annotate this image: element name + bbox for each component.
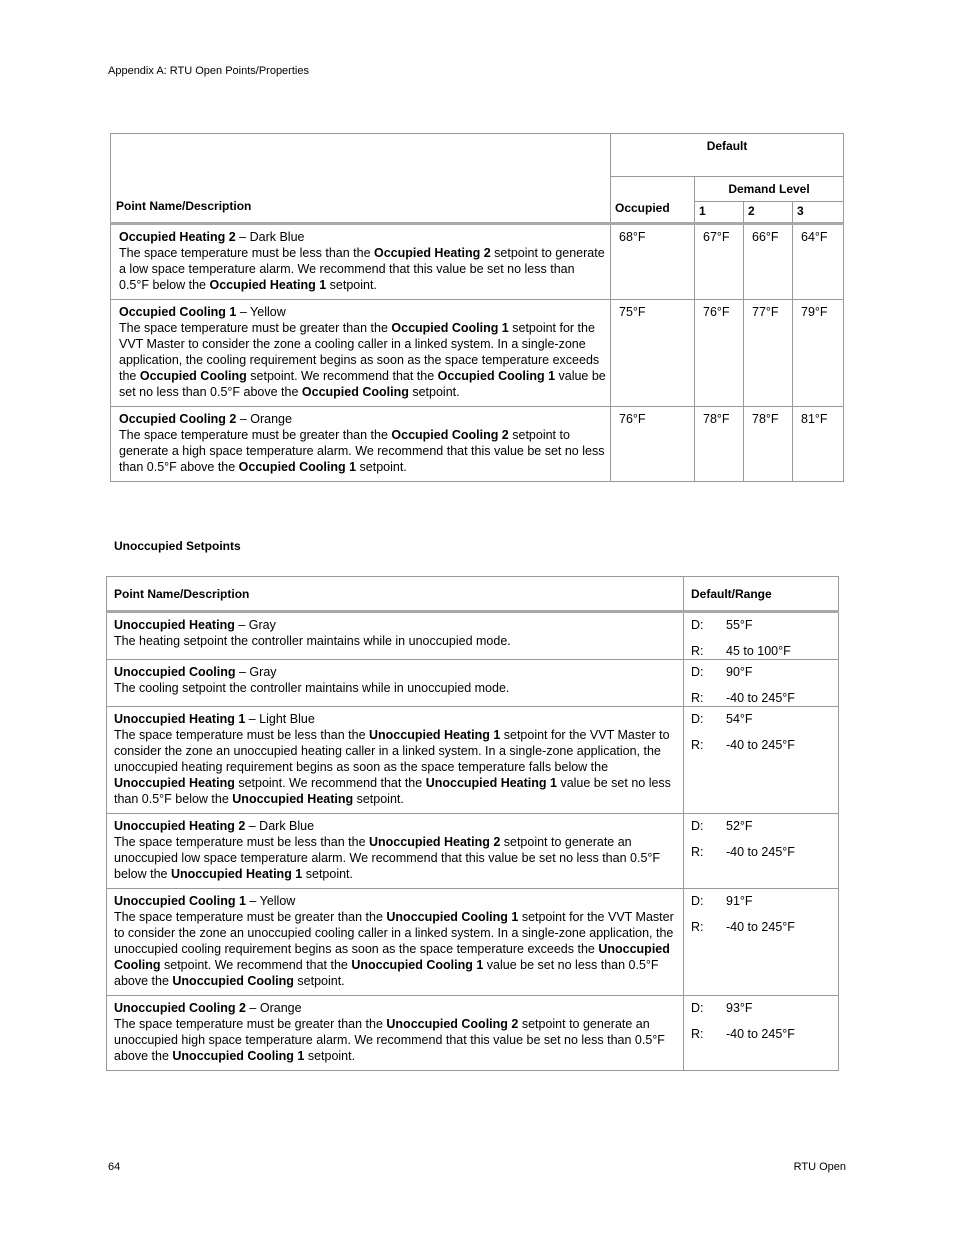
desc-bold: Unoccupied Heating 2 <box>369 835 501 849</box>
default-value: 91°F <box>726 894 753 908</box>
desc-text: setpoint. <box>302 867 353 881</box>
range-value: -40 to 245°F <box>726 738 795 752</box>
range-label: R: <box>691 644 704 658</box>
unoccupied-setpoints-table <box>106 576 839 1071</box>
default-value: 90°F <box>726 665 753 679</box>
point-name: Unoccupied Cooling <box>114 665 236 679</box>
point-description <box>107 814 684 889</box>
range-value: -40 to 245°F <box>726 691 795 705</box>
desc-text: The space temperature must be greater than the <box>119 321 392 335</box>
point-color: – Gray <box>234 618 276 632</box>
default-range-cell <box>684 889 839 996</box>
point-name: Unoccupied Heating 2 <box>114 819 246 833</box>
col-header-demand-level: Demand Level <box>695 177 844 202</box>
range-value: -40 to 245°F <box>726 920 795 934</box>
desc-text: setpoint for the VVT Master to consider the zone an unoccupied heating caller in a linked system. In a single-zone application, the unoccupied heating requirement begins as soon as the space temperature falls below the <box>114 728 670 774</box>
table-row <box>107 996 839 1071</box>
desc-text: setpoint. <box>304 1049 356 1063</box>
point-name: Unoccupied Cooling 2 <box>114 1001 246 1015</box>
range-label: R: <box>691 1027 704 1041</box>
default-label: D: <box>691 712 704 726</box>
desc-bold: Occupied Cooling <box>139 369 247 383</box>
table-row <box>107 889 839 996</box>
desc-text: The space temperature must be greater than the <box>119 428 392 442</box>
desc-bold: Unoccupied Heating 1 <box>425 776 557 790</box>
desc-text: The heating setpoint the controller maintains while in unoccupied mode. <box>114 634 511 648</box>
point-color: – Yellow <box>245 894 296 908</box>
desc-text: setpoint. We recommend that the <box>234 776 426 790</box>
level-1-value: 78°F <box>695 407 744 482</box>
desc-text: setpoint. <box>353 792 404 806</box>
desc-text: value be set no less than 0.5°F above the <box>114 958 659 988</box>
point-color: – Yellow <box>236 305 286 319</box>
desc-bold: Unoccupied Cooling 1 <box>386 910 519 924</box>
table-row <box>111 300 844 407</box>
default-label: D: <box>691 819 704 833</box>
desc-text: The space temperature must be greater than the <box>114 1017 387 1031</box>
col-header-level-3: 3 <box>793 202 844 224</box>
col-header-description: Point Name/Description <box>107 577 684 612</box>
occupied-setpoints-table <box>110 133 844 482</box>
point-description <box>107 889 684 996</box>
point-description <box>111 300 611 407</box>
desc-text: setpoint for the VVT Master to consider the zone a cooling caller in a linked system. In a single-zone application, the cooling requirement begins as soon as the space temperature exceeds the <box>119 321 600 383</box>
default-value: 54°F <box>726 712 753 726</box>
footer-title: RTU Open <box>793 1161 846 1173</box>
default-range-cell <box>684 707 839 814</box>
default-value: 93°F <box>726 1001 753 1015</box>
table-row <box>107 660 839 707</box>
page-number: 64 <box>108 1161 121 1173</box>
range-label: R: <box>691 920 704 934</box>
point-name: Occupied Cooling 2 <box>119 412 237 426</box>
desc-text: The space temperature must be less than the <box>114 728 369 742</box>
desc-bold: Unoccupied Heating 1 <box>369 728 501 742</box>
desc-text: setpoint. <box>356 460 407 474</box>
level-3-value: 64°F <box>793 224 844 300</box>
point-description <box>107 996 684 1071</box>
range-label: R: <box>691 845 704 859</box>
desc-text: setpoint. <box>326 278 377 292</box>
default-value: 52°F <box>726 819 753 833</box>
col-header-occupied: Occupied <box>611 177 695 224</box>
range-value: -40 to 245°F <box>726 845 795 859</box>
point-name: Unoccupied Heating 1 <box>114 712 246 726</box>
default-label: D: <box>691 665 704 679</box>
default-range-cell <box>684 612 839 660</box>
col-header-level-1: 1 <box>695 202 744 224</box>
level-3-value: 81°F <box>793 407 844 482</box>
point-name: Occupied Cooling 1 <box>119 305 237 319</box>
desc-text: setpoint. <box>293 974 345 988</box>
col-header-description: Point Name/Description <box>111 134 611 224</box>
desc-bold: Unoccupied Cooling 2 <box>386 1017 519 1031</box>
desc-text: setpoint to generate an unoccupied low space temperature alarm. We recommend that this value be set no less than 0.5°F below the <box>114 835 661 881</box>
table-row <box>107 814 839 889</box>
level-3-value: 79°F <box>793 300 844 407</box>
occupied-value: 76°F <box>611 407 695 482</box>
point-color: – Orange <box>236 412 292 426</box>
desc-text: setpoint. <box>408 385 460 399</box>
range-label: R: <box>691 738 704 752</box>
desc-bold: Unoccupied Heating 1 <box>170 867 303 881</box>
page-header: Appendix A: RTU Open Points/Properties <box>108 65 309 77</box>
point-name: Unoccupied Heating <box>114 618 235 632</box>
default-value: 55°F <box>726 618 753 632</box>
desc-text: setpoint to generate an unoccupied high space temperature alarm. We recommend that this value be set no less than 0.5°F above the <box>114 1017 665 1063</box>
desc-text: value be set no less than 0.5°F above the <box>119 369 606 399</box>
point-color: – Dark Blue <box>245 819 315 833</box>
range-value: 45 to 100°F <box>726 644 791 658</box>
range-value: -40 to 245°F <box>726 1027 795 1041</box>
desc-bold: Occupied Cooling 1 <box>437 369 556 383</box>
range-label: R: <box>691 691 704 705</box>
point-description <box>107 707 684 814</box>
desc-bold: Unoccupied Cooling 1 <box>351 958 484 972</box>
default-range-cell <box>684 814 839 889</box>
occupied-value: 75°F <box>611 300 695 407</box>
desc-text: setpoint to generate a low space temperature alarm. We recommend that this value be set no less than 0.5°F below the <box>119 246 605 292</box>
col-header-level-2: 2 <box>744 202 793 224</box>
default-range-cell <box>684 996 839 1071</box>
desc-text: The space temperature must be less than the <box>119 246 374 260</box>
desc-text: setpoint. We recommend that the <box>246 369 438 383</box>
level-2-value: 66°F <box>744 224 793 300</box>
section-title: Unoccupied Setpoints <box>114 539 241 553</box>
desc-bold: Occupied Cooling <box>301 385 409 399</box>
table-row <box>107 612 839 660</box>
desc-bold: Unoccupied Heating <box>232 792 354 806</box>
desc-text: setpoint to generate a high space temperature alarm. We recommend that this value be set no less than 0.5°F above the <box>119 428 605 474</box>
default-range-cell <box>684 660 839 707</box>
level-2-value: 77°F <box>744 300 793 407</box>
occupied-value: 68°F <box>611 224 695 300</box>
desc-bold: Unoccupied Cooling <box>114 942 670 972</box>
point-description <box>107 612 684 660</box>
desc-text: setpoint for the VVT Master to consider the zone an unoccupied cooling caller in a linked system. In a single-zone application, the unoccupied cooling requirement begins as soon as the space temperature exceeds the <box>114 910 674 956</box>
point-description <box>107 660 684 707</box>
desc-text: The cooling setpoint the controller maintains while in unoccupied mode. <box>114 681 510 695</box>
table-row <box>111 407 844 482</box>
desc-bold: Occupied Cooling 1 <box>391 321 509 335</box>
desc-bold: Unoccupied Cooling <box>172 974 294 988</box>
level-2-value: 78°F <box>744 407 793 482</box>
desc-bold: Occupied Cooling 2 <box>391 428 509 442</box>
desc-bold: Unoccupied Cooling 1 <box>172 1049 305 1063</box>
table-row <box>107 707 839 814</box>
desc-text: The space temperature must be less than the <box>114 835 369 849</box>
point-name: Unoccupied Cooling 1 <box>114 894 246 908</box>
level-1-value: 76°F <box>695 300 744 407</box>
default-label: D: <box>691 1001 704 1015</box>
level-1-value: 67°F <box>695 224 744 300</box>
table-row <box>111 224 844 300</box>
point-color: – Orange <box>245 1001 302 1015</box>
point-description <box>111 407 611 482</box>
point-color: – Light Blue <box>245 712 315 726</box>
desc-bold: Unoccupied Heating <box>114 776 235 790</box>
desc-bold: Occupied Cooling 1 <box>238 460 357 474</box>
desc-bold: Occupied Heating 2 <box>374 246 491 260</box>
col-header-default: Default <box>611 134 844 177</box>
desc-text: value be set no less than 0.5°F below the <box>114 776 671 806</box>
desc-bold: Occupied Heating 1 <box>209 278 327 292</box>
col-header-default-range: Default/Range <box>684 577 839 612</box>
point-color: – Gray <box>235 665 277 679</box>
desc-text: The space temperature must be greater than the <box>114 910 387 924</box>
desc-text: setpoint. We recommend that the <box>160 958 352 972</box>
point-name: Occupied Heating 2 <box>119 230 236 244</box>
default-label: D: <box>691 894 704 908</box>
default-label: D: <box>691 618 704 632</box>
point-description <box>111 224 611 300</box>
point-color: – Dark Blue <box>235 230 305 244</box>
